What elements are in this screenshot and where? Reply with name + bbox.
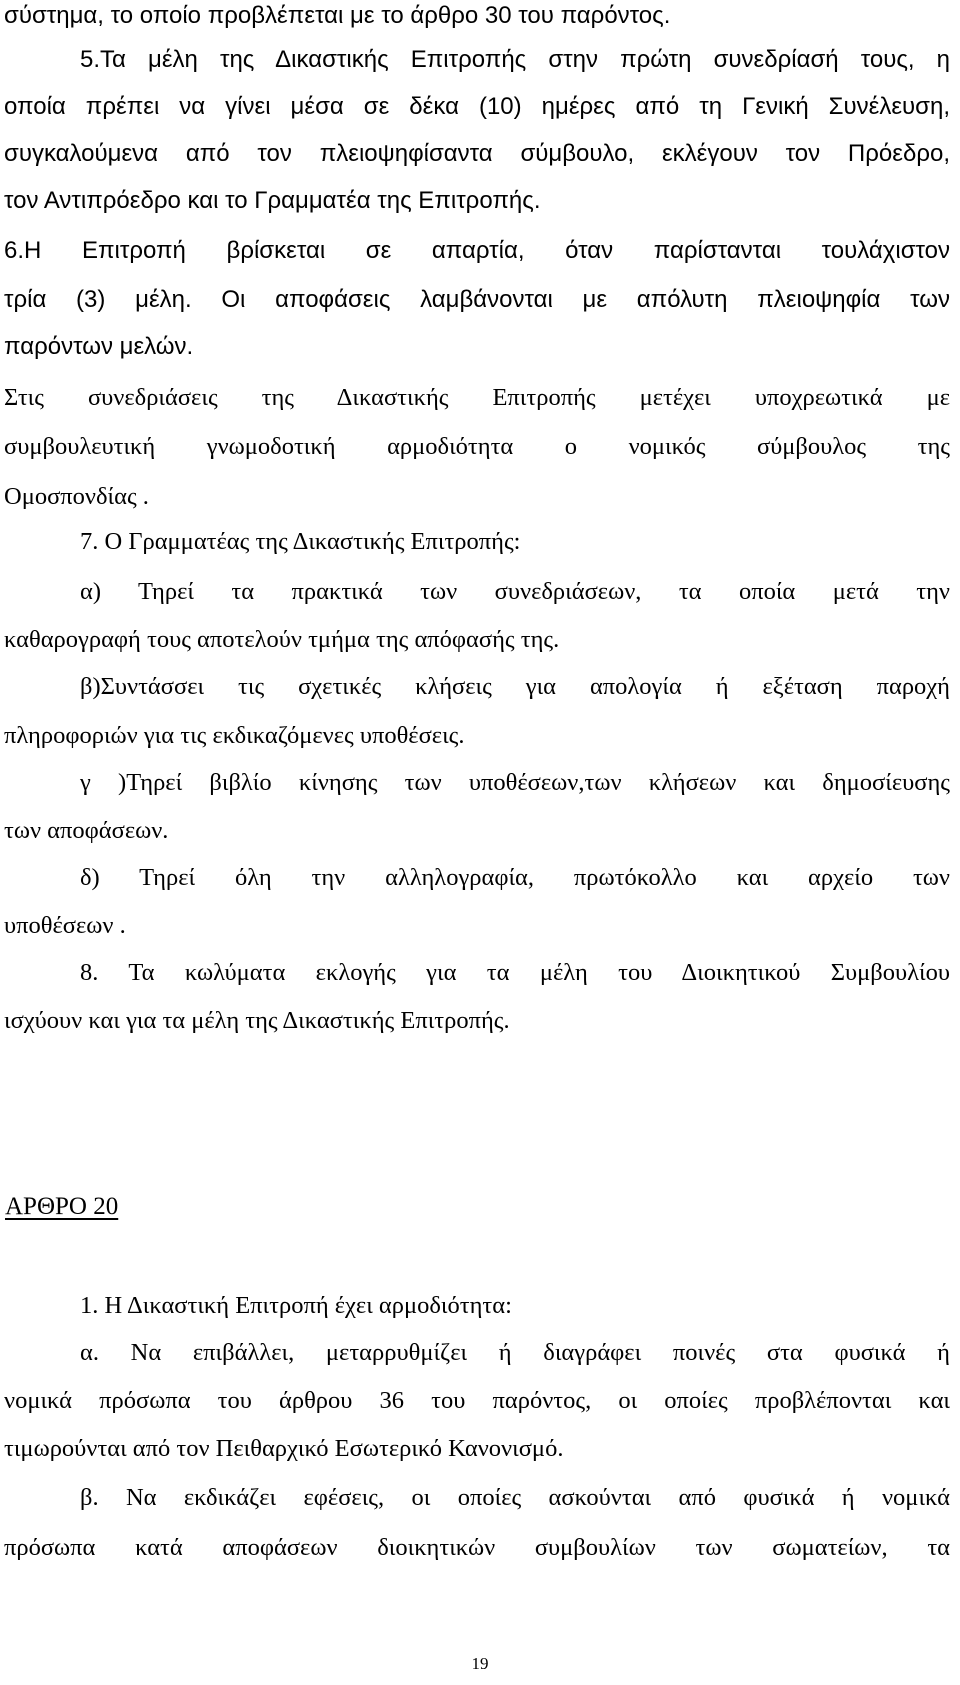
text-line: Στις συνεδριάσεις της Δικαστικής Επιτροπής μετέχει υποχρεωτικά με xyxy=(4,384,950,411)
text-line: παρόντων μελών. xyxy=(4,333,194,360)
text-line: 5.Τα μέλη της Δικαστικής Επιτροπής στην πρώτη συνεδρίασή τους, η xyxy=(80,46,950,73)
page-number: 19 xyxy=(471,1654,489,1673)
text-line: β. Να εκδικάζει εφέσεις, οι οποίες ασκούνται από φυσικά ή νομικά xyxy=(80,1484,950,1511)
text-line: πρόσωπα κατά αποφάσεων διοικητικών συμβουλίων των σωματείων, τα xyxy=(4,1534,950,1561)
text-line: πληροφοριών για τις εκδικαζόμενες υποθέσεις. xyxy=(4,722,465,749)
text-line: τον Αντιπρόεδρο και το Γραμματέα της Επιτροπής. xyxy=(4,187,541,214)
text-line: Ομοσπονδίας . xyxy=(4,483,149,510)
text-line: οποία πρέπει να γίνει μέσα σε δέκα (10) ημέρες από τη Γενική Συνέλευση, xyxy=(4,93,950,120)
text-line: σύστημα, το οποίο προβλέπεται με το άρθρο 30 του παρόντος. xyxy=(4,2,671,29)
text-line: τιμωρούνται από τον Πειθαρχικό Εσωτερικό Κανονισμό. xyxy=(4,1435,564,1462)
text-line: 7. Ο Γραμματέας της Δικαστικής Επιτροπής: xyxy=(80,528,521,555)
text-line: 8. Τα κωλύματα εκλογής για τα μέλη του Διοικητικού Συμβουλίου xyxy=(80,959,950,986)
text-line: συγκαλούμενα από τον πλειοψηφίσαντα σύμβουλο, εκλέγουν τον Πρόεδρο, xyxy=(4,140,950,167)
text-line: δ) Τηρεί όλη την αλληλογραφία, πρωτόκολλο και αρχείο των xyxy=(80,864,950,891)
text-line: καθαρογραφή τους αποτελούν τμήμα της απόφασής της. xyxy=(4,626,560,653)
text-line: νομικά πρόσωπα του άρθρου 36 του παρόντος, οι οποίες προβλέπονται και xyxy=(4,1387,950,1414)
text-line: ισχύουν και για τα μέλη της Δικαστικής Επιτροπής. xyxy=(4,1007,510,1034)
text-line: α) Τηρεί τα πρακτικά των συνεδριάσεων, τα οποία μετά την xyxy=(80,578,950,605)
text-line: γ )Τηρεί βιβλίο κίνησης των υποθέσεων,των κλήσεων και δημοσίευσης xyxy=(80,769,950,796)
text-line: τρία (3) μέλη. Οι αποφάσεις λαμβάνονται με απόλυτη πλειοψηφία των xyxy=(4,286,950,313)
text-line: υποθέσεων . xyxy=(4,912,126,939)
text-line: των αποφάσεων. xyxy=(4,817,169,844)
text-line: 6.Η Επιτροπή βρίσκεται σε απαρτία, όταν παρίστανται τουλάχιστον xyxy=(4,237,950,264)
text-line: β)Συντάσσει τις σχετικές κλήσεις για απολογία ή εξέταση παροχή xyxy=(80,673,950,700)
text-line: α. Να επιβάλλει, μεταρρυθμίζει ή διαγράφει ποινές στα φυσικά ή xyxy=(80,1339,950,1366)
text-line: συμβουλευτική γνωμοδοτική αρμοδιότητα ο νομικός σύμβουλος της xyxy=(4,433,950,460)
article-heading: ΑΡΘΡΟ 20 xyxy=(5,1193,119,1220)
text-line: 1. Η Δικαστική Επιτροπή έχει αρμοδιότητα: xyxy=(80,1292,512,1319)
